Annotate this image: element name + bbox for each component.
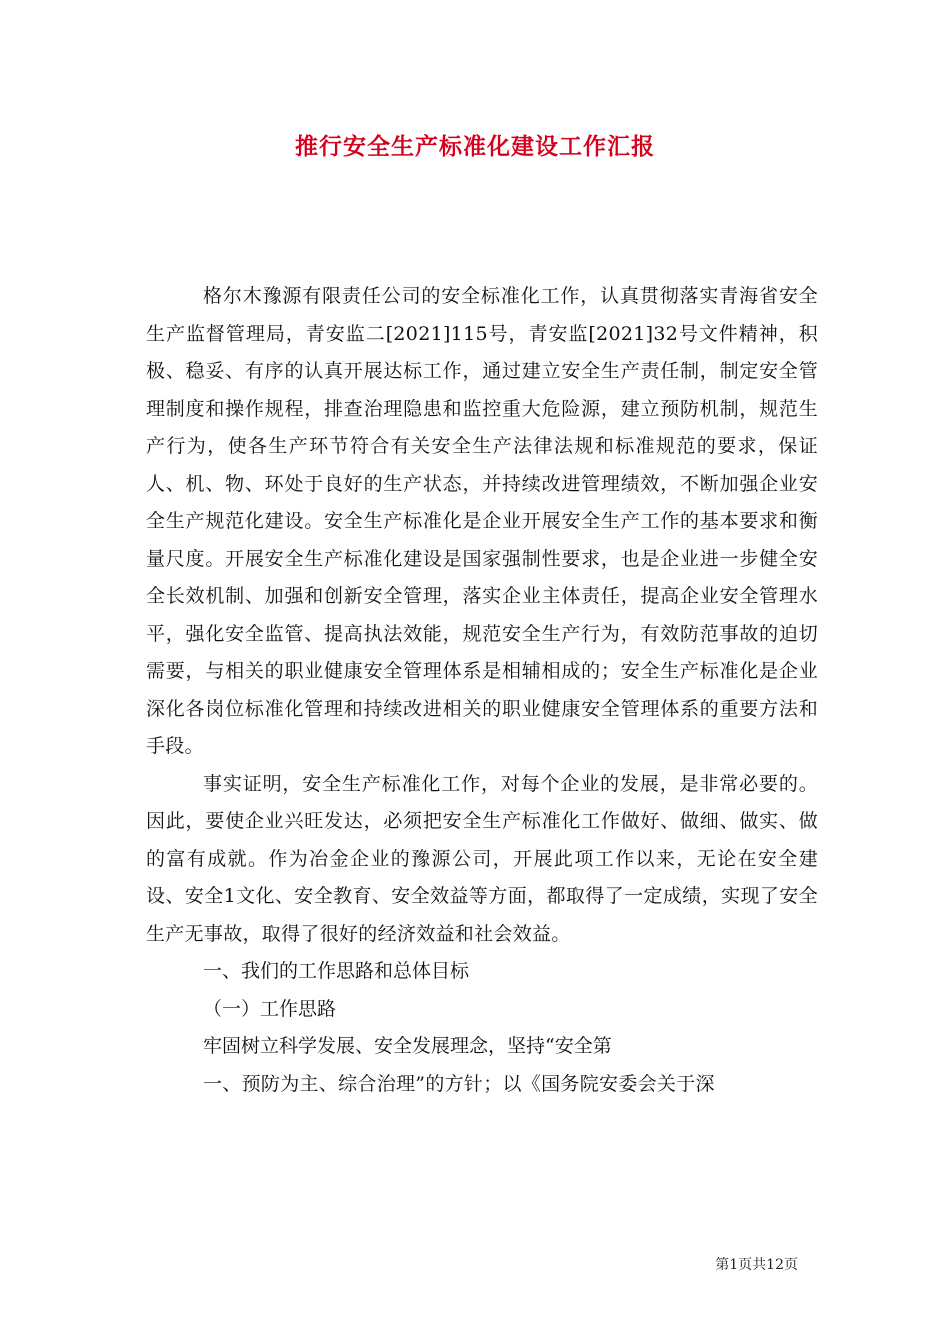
text-line: 一、预防为主、综合治理”的方针；以《国务院安委会关于深: [203, 1072, 715, 1095]
paragraph-intro: 格尔木豫源有限责任公司的安全标准化工作，认真贯彻落实青海省安全生产监督管理局，青安监二[2021]115号，青安监[2021]32号文件精神，积极、稳妥、有序的认真开展达标工作，通过建立安全生产责任制，制定安全管理制度和操作规程，排查治理隐患和监控重大危险源，建立预防机制，规范生产行为，使各生产环节符合有关安全生产法律法规和标准规范的要求，保证人、机、物、环处于良好的生产状态，并持续改进管理绩效，不断加强企业安全生产规范化建设。安全生产标准化是企业开展安全生产工作的基本要求和衡量尺度。开展安全生产标准化建设是国家强制性要求，也是企业进一步健全安全长效机制、加强和创新安全管理，落实企业主体责任，提高企业安全管理水平，强化安全监管、提高执法效能，规范安全生产行为，有效防范事故的迫切需要，与相关的职业健康安全管理体系是相辅相成的；安全生产标准化是企业深化各岗位标准化管理和持续改进相关的职业健康安全管理体系的重要方法和手段。: [146, 285, 818, 757]
document-title: 推行安全生产标准化建设工作汇报: [295, 134, 655, 160]
paragraph-facts: 事实证明，安全生产标准化工作，对每个企业的发展，是非常必要的。因此，要使企业兴旺发达，必须把安全生产标准化工作做好、做细、做实、做的富有成就。作为冶金企业的豫源公司，开展此项工作以来，无论在安全建设、安全1文化、安全教育、安全效益等方面，都取得了一定成绩，实现了安全生产无事故，取得了很好的经济效益和社会效益。: [146, 772, 818, 945]
subsection-heading: （一）工作思路: [203, 997, 337, 1020]
page-number: 第1页共12页: [715, 1257, 798, 1273]
section-heading: 一、我们的工作思路和总体目标: [203, 960, 470, 982]
document-body: [146, 278, 818, 1103]
text-line: 牢固树立科学发展、安全发展理念，坚持“安全第: [203, 1035, 612, 1057]
